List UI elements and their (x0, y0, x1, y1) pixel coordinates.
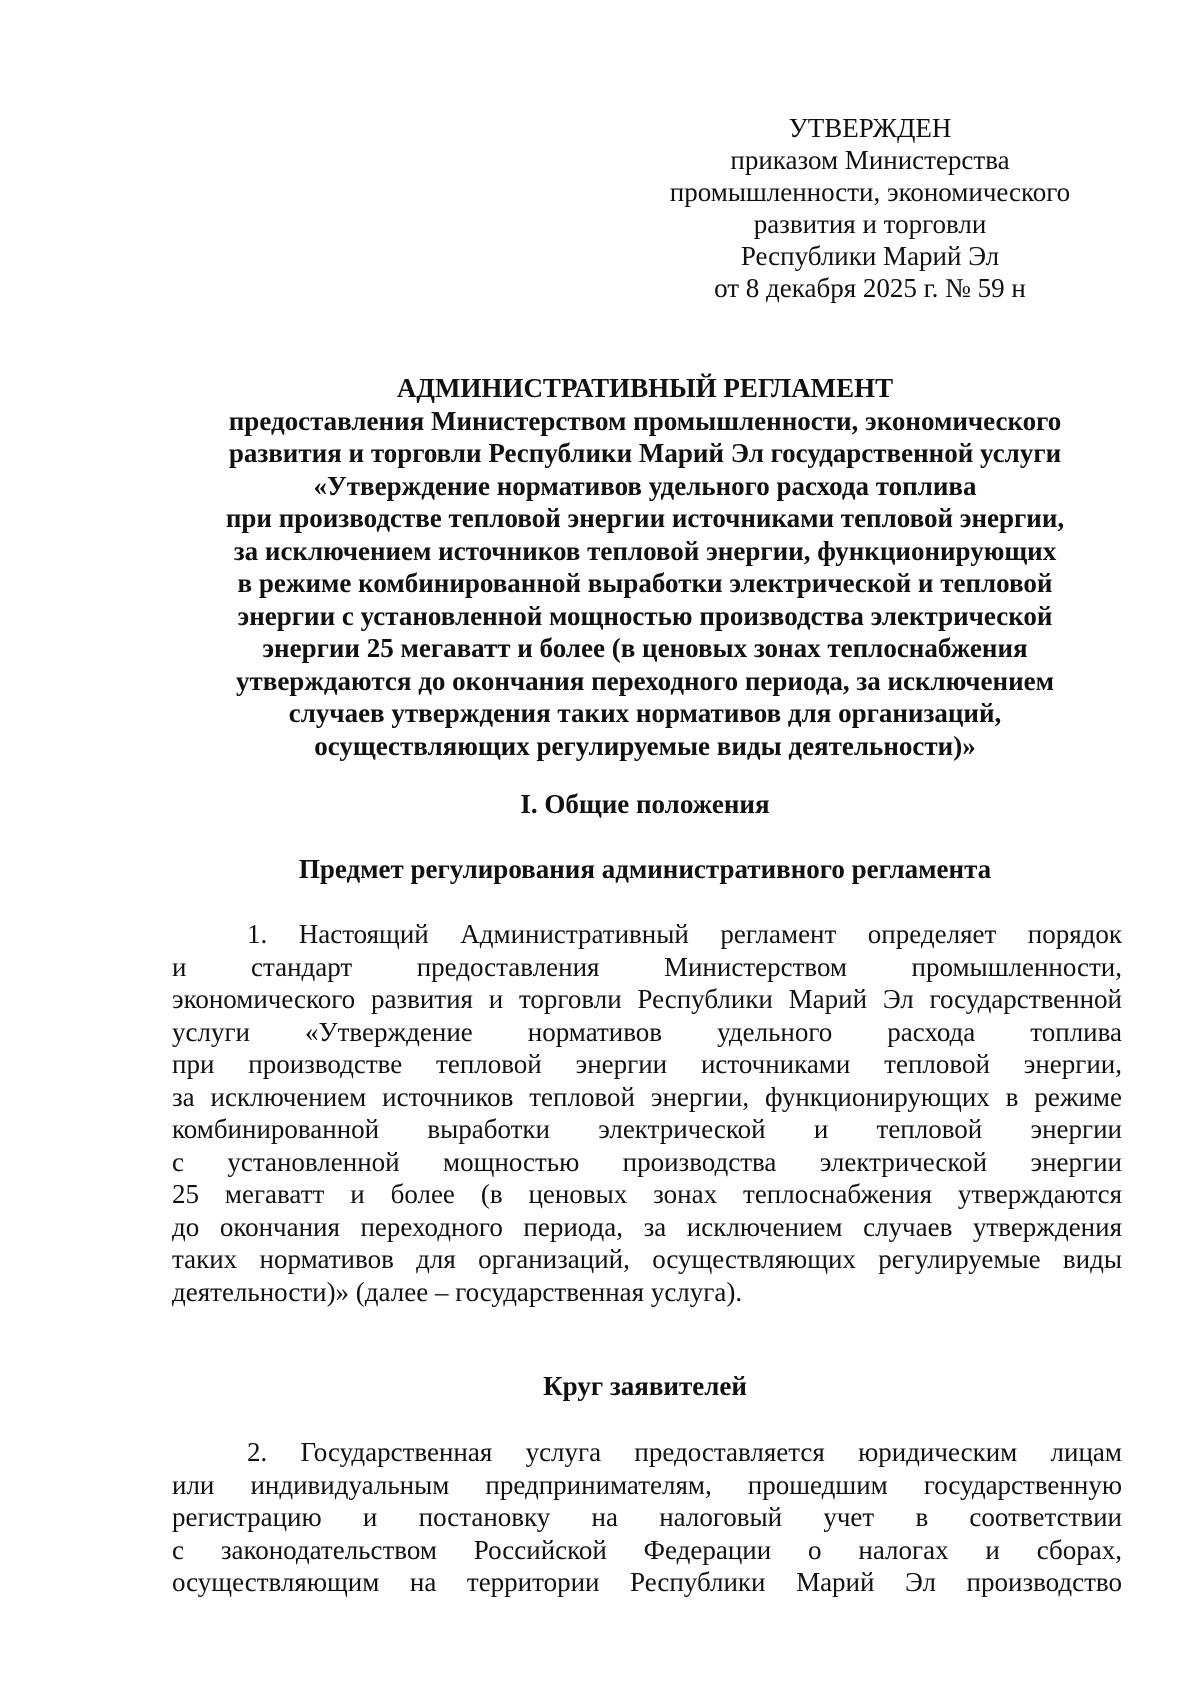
paragraph-line: деятельности)» (далее – государственная услуга). (172, 1276, 743, 1307)
title-line: случаев утверждения таких нормативов для организаций, (288, 698, 1002, 728)
title-line: утверждаются до окончания переходного периода, за исключением (235, 665, 1055, 696)
approval-line: от 8 декабря 2025 г. № 59 н (714, 273, 1026, 303)
approval-line: УТВЕРЖДЕН (788, 113, 952, 143)
approval-line: развития и торговли (753, 209, 987, 239)
paragraph-line: до окончания переходного периода, за исключением случаев утверждения (172, 1211, 1122, 1242)
paragraph-line: комбинированной выработки электрической и тепловой энергии (172, 1114, 1122, 1144)
paragraph-line: осуществляющим на территории Республики Марий Эл производство (172, 1567, 1122, 1597)
paragraph-line: с установленной мощностью производства электрической энергии (172, 1146, 1122, 1177)
title-line: энергии с установленной мощностью производства электрической (237, 600, 1053, 631)
paragraph-line: услуги «Утверждение нормативов удельного расхода топлива (172, 1016, 1122, 1047)
paragraph-line: при производстве тепловой энергии источниками тепловой энергии, (172, 1049, 1122, 1079)
title-line: «Утверждение нормативов удельного расхода топлива (313, 470, 977, 501)
approval-stamp (640, 112, 1100, 304)
paragraph-line: экономического развития и торговли Республики Марий Эл государственной (172, 984, 1122, 1014)
title-line: в режиме комбинированной выработки электрической и тепловой (237, 568, 1053, 598)
paragraph-line: регистрацию и постановку на налоговый учет в соответствии (172, 1502, 1122, 1532)
paragraph-1 (172, 918, 1122, 1308)
paragraph-line: за исключением источников тепловой энергии, функционирующих в режиме (172, 1081, 1122, 1112)
approval-line: приказом Министерства (730, 145, 1010, 175)
title-line: энергии 25 мегаватт и более (в ценовых зонах теплоснабжения (262, 633, 1028, 663)
approval-line: промышленности, экономического (669, 177, 1071, 207)
paragraph-2 (172, 1436, 1122, 1599)
paragraph-line: с законодательством Российской Федерации о налогах и сборах, (172, 1534, 1122, 1565)
paragraph-line: 2. Государственная услуга предоставляется юридическим лицам (247, 1437, 1122, 1467)
section-heading-applicants: Круг заявителей (543, 1371, 747, 1401)
title-line: при производстве тепловой энергии источниками тепловой энергии, (225, 503, 1065, 533)
title-line: предоставления Министерством промышленности, экономического (228, 405, 1062, 436)
paragraph-line: 1. Настоящий Административный регламент определяет порядок (247, 919, 1122, 949)
paragraph-line: 25 мегаватт и более (в ценовых зонах теплоснабжения утверждаются (172, 1179, 1122, 1209)
subsection-heading-regulation-subject: Предмет регулирования административного регламента (298, 854, 992, 884)
paragraph-line: таких нормативов для организаций, осуществляющих регулируемые виды (172, 1244, 1122, 1274)
document-title (170, 372, 1120, 762)
title-line: за исключением источников тепловой энергии, функционирующих (233, 535, 1057, 566)
title-line: развития и торговли Республики Марий Эл государственной услуги (228, 438, 1062, 468)
paragraph-line: и стандарт предоставления Министерством промышленности, (172, 951, 1122, 982)
approval-line: Республики Марий Эл (740, 241, 1000, 271)
title-line: осуществляющих регулируемые виды деятельности)» (314, 730, 976, 761)
title-line: АДМИНИСТРАТИВНЫЙ РЕГЛАМЕНТ (396, 373, 894, 403)
section-heading-general-provisions: I. Общие положения (520, 789, 770, 819)
paragraph-line: или индивидуальным предпринимателям, прошедшим государственную (172, 1469, 1122, 1500)
